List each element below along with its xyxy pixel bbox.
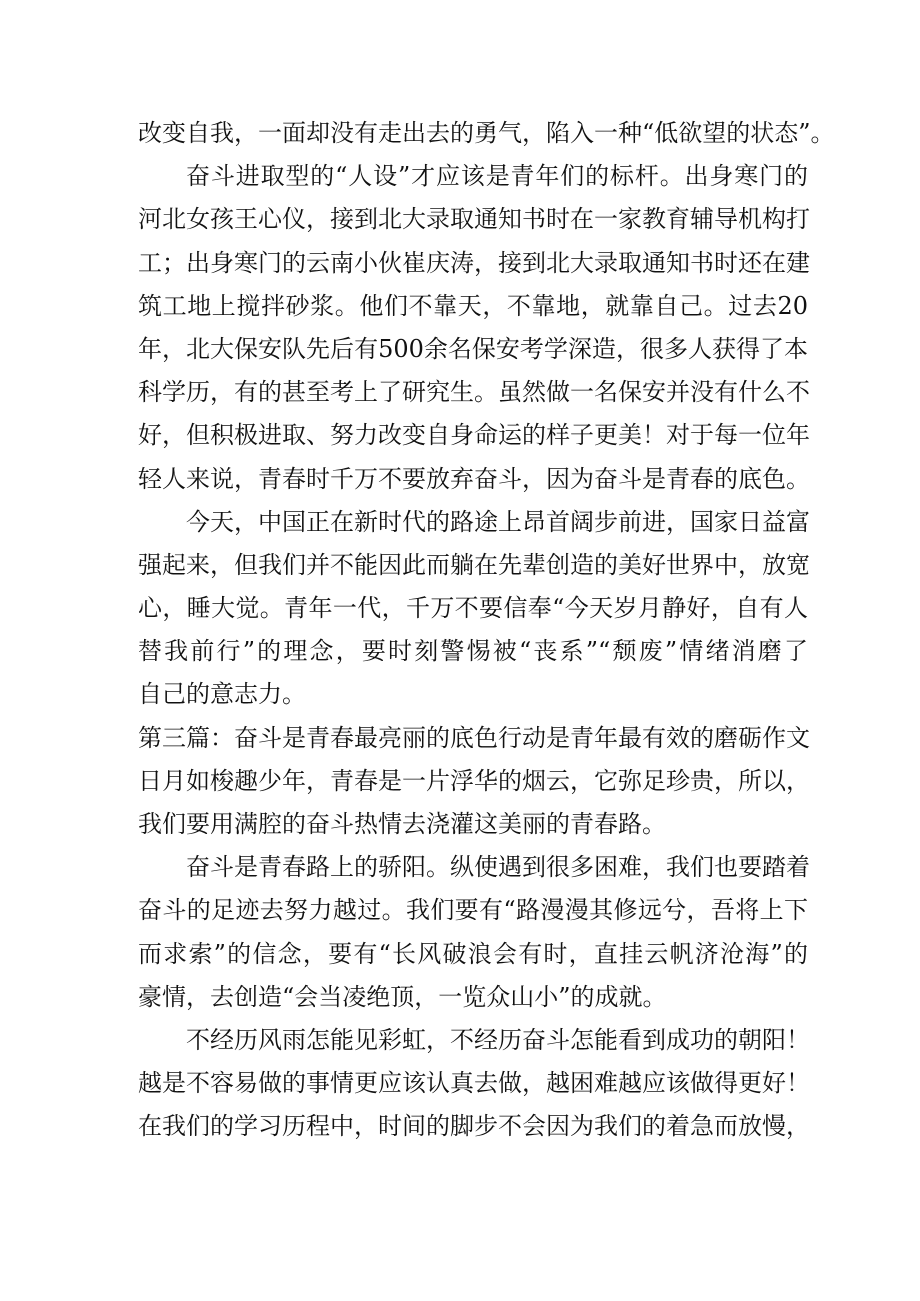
text-line: 而求索”的信念，要有“长风破浪会有时，直挂云帆济沧海”的 (138, 939, 808, 968)
text-line: 工；出身寒门的云南小伙崔庆涛，接到北大录取通知书时还在建 (138, 248, 810, 277)
text-line: 心，睡大觉。青年一代，千万不要信奉“今天岁月静好，自有人 (138, 594, 808, 623)
text-line: 替我前行”的理念，要时刻警惕被“丧系”“颓废”情绪消磨了 (138, 637, 808, 666)
text-line: 年，北大保安队先后有500余名保安考学深造，很多人获得了本 (138, 334, 808, 363)
paragraph-last-line: 豪情，去创造“会当凌绝顶，一览众山小”的成就。 (138, 982, 667, 1011)
paragraph-first-line: 今天，中国正在新时代的路途上昂首阔步前进，国家日益富 (186, 507, 810, 536)
text-line: 轻人来说，青春时千万不要放弃奋斗，因为奋斗是青春的底色。 (138, 464, 810, 493)
text-line: 好，但积极进取、努力改变自身命运的样子更美！对于每一位年 (138, 421, 810, 450)
paragraph-first-line: 奋斗是青春路上的骄阳。纵使遇到很多困难，我们也要踏着 (186, 853, 810, 882)
document-body (138, 112, 835, 1149)
text-line: 筑工地上搅拌砂浆。他们不靠天，不靠地，就靠自己。过去20 (138, 291, 808, 320)
section-heading: 第三篇：奋斗是青春最亮丽的底色行动是青年最有效的磨砺作文 (138, 723, 810, 752)
text-line: 在我们的学习历程中，时间的脚步不会因为我们的着急而放慢， (138, 1112, 810, 1141)
paragraph-last-line: 自己的意志力。 (138, 680, 306, 709)
paragraph-first-line: 不经历风雨怎能见彩虹，不经历奋斗怎能看到成功的朝阳！ (186, 1025, 810, 1054)
text-line: 河北女孩王心仪，接到北大录取通知书时在一家教育辅导机构打 (138, 205, 810, 234)
paragraph-last-line: 我们要用满腔的奋斗热情去浇灌这美丽的青春路。 (138, 810, 666, 838)
text-line: 越是不容易做的事情更应该认真去做，越困难越应该做得更好！ (138, 1069, 810, 1098)
paragraph-first-line: 奋斗进取型的“人设”才应该是青年们的标杆。出身寒门的 (186, 162, 808, 191)
text-line: 强起来，但我们并不能因此而躺在先辈创造的美好世界中，放宽 (138, 550, 810, 579)
text-line: 科学历，有的甚至考上了研究生。虽然做一名保安并没有什么不 (138, 378, 810, 407)
text-line: 改变自我，一面却没有走出去的勇气，陷入一种“低欲望的状态”。 (138, 119, 835, 147)
text-line: 日月如梭趣少年，青春是一片浮华的烟云，它弥足珍贵，所以， (138, 766, 810, 795)
text-line: 奋斗的足迹去努力越过。我们要有“路漫漫其修远兮，吾将上下 (138, 896, 808, 925)
